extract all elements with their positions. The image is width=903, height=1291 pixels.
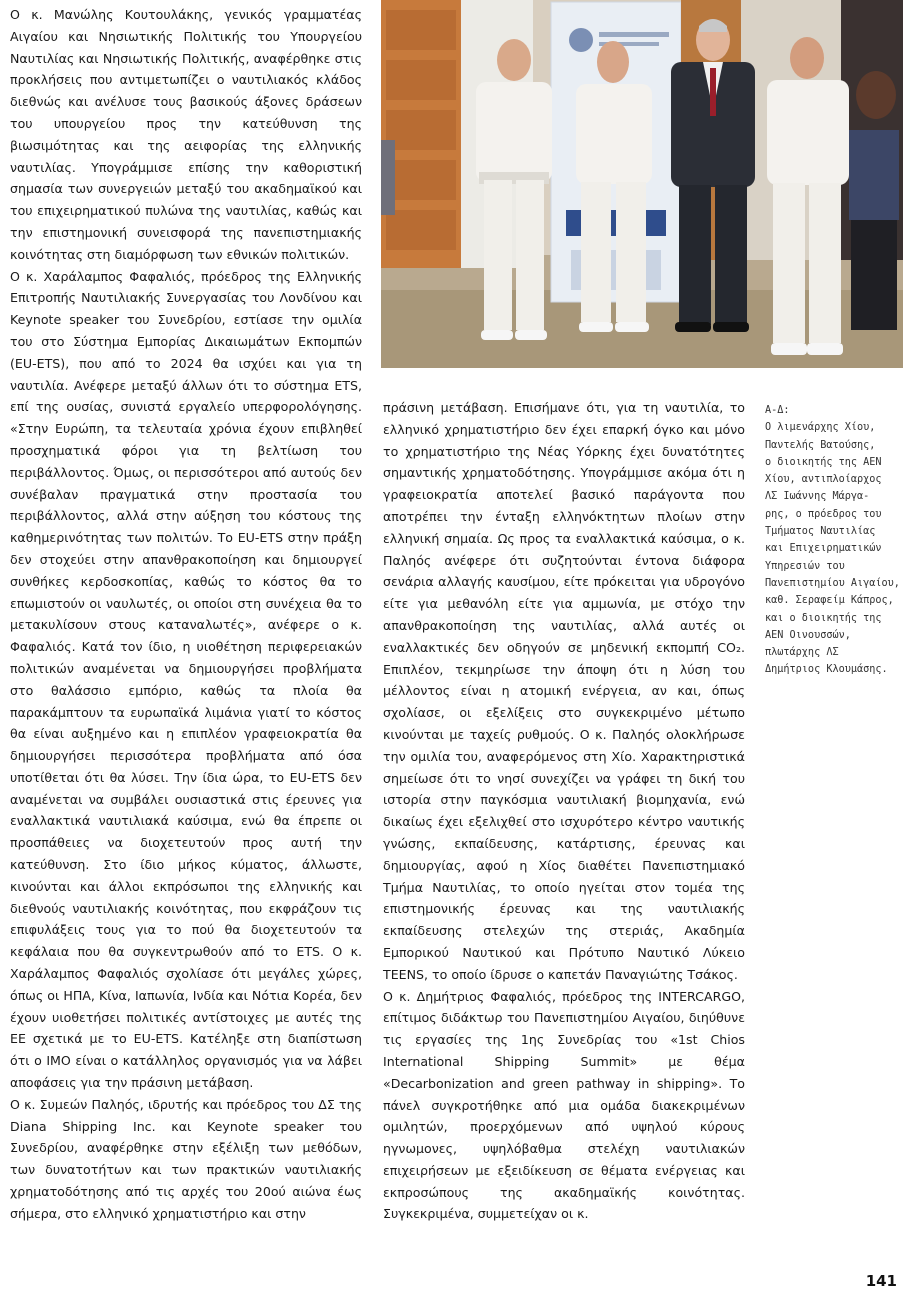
- paragraph-koutoulakis: Ο κ. Μανώλης Κουτουλάκης, γενικός γραμματέας Αιγαίου και Νησιωτικής Πολιτικής του Υπουργείου Ναυτιλίας και Νησιωτικής Πολιτικής, αναφέρθηκε στις προκλήσεις που αντιμετωπίζει ο ναυτιλιακός κλάδος διεθνώς και ανέλυσε τους βασικούς άξονες δράσεων του υπουργείου προς την κατεύθυνση της βιωσιμότητας και της αειφορίας της ελληνικής ναυτιλίας. Υπογράμμισε επίσης την καθοριστική σημασία των συνεργειών μεταξύ του ακαδημαϊκού και του επιχειρηματικού πυλώνα της ναυτιλίας, καθώς και την επιστημονική συνεισφορά της πανεπιστημιακής κοινότητας στη διαμόρφωση των εθνικών πολιτικών.: [10, 7, 362, 262]
- paragraph-d-fafalios: Ο κ. Δημήτριος Φαφαλιός, πρόεδρος της INTERCARGO, επίτιμος διδάκτωρ του Πανεπιστημίου Αιγαίου, διηύθυνε τις εργασίες της 1ης Συνεδρίας του «1st Chios International Shipping Summit» με θέμα «Decarbonization and green pathway in shipping». Το πάνελ συγκροτήθηκε από μια ομάδα διακεκριμένων ομιλητών, προερχόμενων από υψηλού κύρους ηγνωμονες, υψηλόβαθμα στελέχη ναυτιλιακών επιχειρήσεων με εξειδίκευση σε θέματα ενέργειας και εκπροσώπους της ακαδημαϊκής κοινότητας. Συγκεκριμένα, συμμετείχαν οι κ.: [383, 988, 745, 1222]
- article-middle-column: [383, 397, 745, 1225]
- article-left-column: [10, 4, 362, 1225]
- paragraph-paliós: Ο κ. Συμεών Παληός, ιδρυτής και πρόεδρος του ΔΣ της Diana Shipping Inc. και Keynote speaker του Συνεδρίου, αναφέρθηκε στην εξέλιξη των μεθόδων, των δυνατοτήτων και των πρακτικών ναυτιλιακής χρηματοδότησης από τις αρχές του 20ού αιώνα έως σήμερα, στο ελληνικό χρηματιστήριο και στην: [10, 1096, 362, 1221]
- paragraph-ch-fafalios: Ο κ. Χαράλαμπος Φαφαλιός, πρόεδρος της Ελληνικής Επιτροπής Ναυτιλιακής Συνεργασίας του Λονδίνου και Keynote speaker του Συνεδρίου, εστίασε την ομιλία του στο Σύστημα Εμπορίας Δικαιωμάτων Εκπομπών (EU-ETS), που από το 2024 θα ισχύει και για τη ναυτιλία. Ανέφερε μεταξύ άλλων ότι το σύστημα ETS, επί της ουσίας, συνιστά εργαλείο υπερφορολόγησης. «Στην Ευρώπη, τα τελευταία χρόνια έχουν επιβληθεί προσχηματικά φόροι για τη βελτίωση του περιβάλλοντος. Όμως, οι περισσότεροι από αυτούς δεν συνέβαλαν πραγματικά στην προστασία του περιβάλλοντος, αλλά στην αύξηση του κόστους της καθημερινότητας των πολιτών. Το EU-ETS στην πράξη δεν στοχεύει στην απανθρακοποίηση και δημιουργεί συνθήκες κερδοσκοπίας, καθώς το κόστος θα το επωμιστούν οι ναυλωτές, οι οποίοι στη συνέχεια θα το μετακυλίσουν στους καταναλωτές», ανέφερε ο κ. Φαφαλιός. Κατά τον ίδιο, η υιοθέτηση περιφερειακών πολιτικών αναμένεται να δημιουργήσει προβλήματα στο θαλάσσιο εμπόριο, καθώς τα πλοία θα παρακάμπτουν τα ευρωπαϊκά λιμάνια γιατί το κόστος θα είναι αυξημένο και η επιπλέον γραφειοκρατία θα δημιουργήσει περισσότερα προβλήματα από όσα υποτίθεται ότι θα λύσει. Την ίδια ώρα, το EU-ETS δεν αναμένεται να συμβάλει ουσιαστικά στις έρευνες για εναλλακτικά ναυτιλιακά καύσιμα, ενώ θα έπρεπε οι προσπάθειες να διοχετευτούν προς αυτή την κατεύθυνση. Στο ίδιο μήκος κύματος, άλλωστε, κινούνται και άλλοι εκπρόσωποι της ελληνικής και διεθνούς ναυτιλιακής κοινότητας, που εκφράζουν τις επιφυλάξεις τους για το πού θα διοχετευτούν τα κεφάλαια που θα συγκεντρωθούν από το ETS. Ο κ. Χαράλαμπος Φαφαλιός σχολίασε ότι μεγάλες χώρες, όπως οι ΗΠΑ, Κίνα, Ιαπωνία, Ινδία και Νότια Κορέα, δεν έχουν υιοθετήσει πολιτικές αντίστοιχες με αυτές της ΕΕ σχετικά με το EU-ETS. Κατέληξε στη διαπίστωση ότι ο IMO είναι ο κατάλληλος οργανισμός για να λάβει αποφάσεις για την πράσινη μετάβαση.: [10, 268, 362, 1091]
- photo-illustration: [381, 0, 903, 368]
- page-number: 141: [865, 1272, 897, 1290]
- photo-caption: Α-Δ: Ο λιμενάρχης Χίου, Παντελής Βατούσης, ο διοικητής της ΑΕΝ Χίου, αντιπλοίαρχος ΛΣ Ιωάννης Μάργα- ρης, ο πρόεδρος του Τμήματος Ναυτιλίας και Επιχειρηματικών Υπηρεσιών του Πανεπιστημίου Αιγαίου, καθ. Σεραφείμ Κάπρος, και ο διοικητής της ΑΕΝ Οινουσσών, πλωτάρχης ΛΣ Δημήτριος Κλουμάσης.: [765, 405, 900, 676]
- paragraph-paliós-continued: πράσινη μετάβαση. Επισήμανε ότι, για τη ναυτιλία, το ελληνικό χρηματιστήριο δεν έχει επαρκή όγκο και μόνο το χρηματιστήριο της Νέας Υόρκης έχει δυνατότητες σημαντικής χρηματοδότησης. Υπογράμμισε ακόμα ότι η γραφειοκρατία αποτελεί βασικό παράγοντα που αποτρέπει την ένταξη ελληνόκτητων πλοίων στην ελληνική σημαία. Ως προς τα εναλλακτικά καύσιμα, ο κ. Παληός ανέφερε ότι συζητούνται έντονα διάφορα σενάρια αλλαγής καυσίμου, είτε πρόκειται για υδρογόνο είτε για μεθανόλη είτε για αμμωνία, με στόχο την απανθρακοποίηση της ναυτιλίας, αλλά αυτές οι εναλλακτικές δεν οδηγούν σε μηδενική εκπομπή CO₂. Επιπλέον, τεκμηρίωσε την άποψη ότι η λύση του μέλλοντος είναι η ατομική ενέργεια, αν και, όπως σχολίασε, οι εξελίξεις στο συγκεκριμένο μέτωπο κινούνται με ταχείς ρυθμούς. Ο κ. Παληός ολοκλήρωσε την ομιλία του, αναφερόμενος στη Χίο. Χαρακτηριστικά σημείωσε ότι το νησί συνεχίζει να γράφει τη δική του ιστορία στην παγκόσμια ναυτιλιακή βιομηχανία, ενώ δικαίως έχει εξελιχθεί στο ισχυρότερο κέντρο ναυτικής γνώσης, εκπαίδευσης, κατάρτισης, έρευνας και δημιουργίας, αφού η Χίος διαθέτει Πανεπιστημιακό Τμήμα Ναυτιλίας, το οποίο ηγείται στον τομέα της επιστημονικής έρευνας και της ναυτιλιακής εκπαίδευσης στελεχών της στεριάς, Ακαδημία Εμπορικού Ναυτικού και Πρότυπο Ναυτικό Λύκειο TEENS, το οποίο ίδρυσε ο καπετάν Παναγιώτης Τσάκος.: [383, 400, 745, 982]
- group-photo: [381, 0, 903, 368]
